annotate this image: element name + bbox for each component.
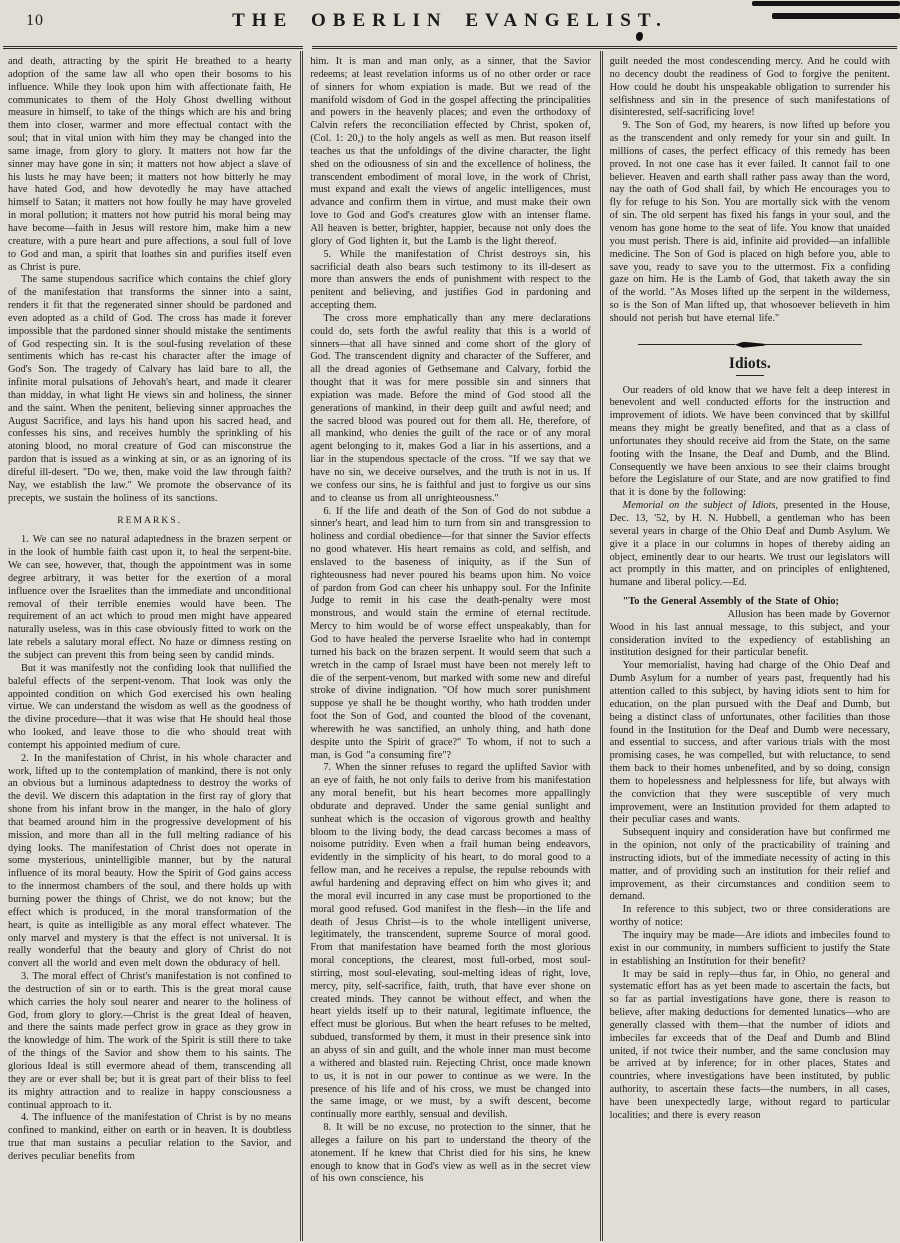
paragraph: But it was manifestly not the confiding look that nullified the baleful effects of the serpent-venom. That look was only the appointed condition on which God exercised his own healing virtue. We can understand the wisdom as well as the goodness of the divine procedure—that it was wise that He should heal those who looked, and leave those to die who should treat with contempt his appointed medium of cure. [8,662,292,751]
paragraph: him. It is man and man only, as a sinner, that the Savior redeems; at least revelation informs us of no other order or race of sinners for whom expiation is made. But we read of the manifold wisdom of God in the gospel affecting the principalities and powers in the heavenly places; and even the orthodoxy of Calvin refers the reconciliation effected by Christ, spoken of, (Col. 1: 20,) to the holy angels as well as men. But reason itself teaches us that the unfoldings of the divine character, the light shed on the odiousness of sin and the excellence of holiness, the transcendent embodiment of moral love, in the work of Christ, must expand and exalt the views of angelic intelligences, must advance and confirm them in virtue, and must make their own love to God and God's creatures glow with an intenser flame. All heaven is better, brighter, happier, because not only does the glory of God lighten it, but the Lamb is the light thereof. [310,56,591,247]
remarks-subhead: REMARKS. [117,514,183,526]
paragraph: Our readers of old know that we have felt a deep interest in benevolent and well conducted efforts for the instruction and improvement of idiots. We have been convinced that by skillful means they might be greatly benefited, and that as a class of unfortunates they should receive aid from the State, on the same footing with the Insane, the Deaf and Dumb, and the Blind. Consequently we have been anxious to see their claims brought before the Legislature of our State, and are now gratified to find that it is done by the following: [609,384,890,499]
page-number: 10 [26,12,44,29]
paragraph: 2. In the manifestation of Christ, in his whole character and work, lifted up to the contemplation of mankind, there is not only an obvious but a luminous adaptedness to destroy the works of the devil. We discern this adaptation in the first ray of glory that shone from his infant brow in the manger, in the halo of glory that beamed around him in the progressive development of his mission, and more than all in the full melting radiance of his dying looks. The manifestation of Christ does not operate in some mysterious, unintelligible manner, but by the natural influence of its moral beauty. How the Spirit of God gains access to the innermost chambers of the soul, and there holds up with burning power the things of Christ, we do not know; but the effect which is produced, in the moral transformation of the heart, is quite as intelligible as any moral effect whatever. The only marvel and mystery is that the effect is not universal. It is really wonderful that the beauty and glory of Christ do not convert all the world and even melt down the obduracy of hell. [8,752,292,970]
italic-lead: Memorial on the subject of Idiots, [622,500,779,512]
paragraph: Memorial on the subject of Idiots, presented in the House, Dec. 13, '52, by H. N. Hubbell, a gentleman who has been several years in charge of the Ohio Deaf and Dumb Asylum. We give it a place in our columns in hopes of thereby aiding an object, eminently dear to our hearts. We trust our legislators will act promptly in this matter, and on principles of enlightened, humane and liberal policy.—Ed. [609,500,890,589]
article-columns [0,51,900,1241]
masthead-title: THE OBERLIN EVANGELIST. [232,10,668,31]
divider-arrow-ornament [735,342,765,348]
paragraph: In reference to this subject, two or three considerations are worthy of notice: [609,904,890,929]
paragraph: 4. The influence of the manifestation of Christ is by no means confined to mankind, either on earth or in heaven. It is doubtless true that man sustains a peculiar relation to the Savior, and derives peculiar benefits from [8,1112,292,1162]
paragraph: 6. If the life and death of the Son of God do not subdue a sinner's heart, and lead him to turn from sin and transgression to holiness and cordial obedience—for that sinner the Savior effects no good whatever. His heart remains as cold, and selfish, and enslaved to the baseness of iniquity, as if the Sun of righteousness had never poured his beams upon him. No voice of pardon from God can cheer his unhappy soul. For the Infinite Judge to remit in his case the death-penalty were most monstrous, and would stain the ermine of eternal rectitude. Mercy to him would be of worse effect unspeakably, than for God to have healed the perverse Israelite who had in contempt turned his back on the brazen serpent. It would seem that such a wretch in the camp of Israel must have been not merely left to die of the serpent-venom, but marked with some new and direful stroke of divine indignation. "Of how much sorer punishment suppose ye shall he be thought worthy, who hath trodden under foot the Son of God, and counted the blood of the covenant, wherewith he was sanctified, an unholy thing, and hath done despite unto the Spirit of grace?" To whom, if not to such a man, is God "a consuming fire"? [310,505,591,761]
paragraph: Your memorialist, having had charge of the Ohio Deaf and Dumb Asylum for a number of years past, frequently had his attention called to this subject, by having idiots sent to him for education, on the plan pursued with the Deaf and Dumb, but being a distinct class of unfortunates, other facilities than those found in the Institution for the Deaf and Dumb were necessary, and essential to success, and after various trials with the most promising cases, he was compelled, but with reluctance, to send them back to their homes unbenefited, and by so doing, consign them to hopelessness and helplessness for life, but always with the conviction that they were susceptible of very much improvement, were an Institution provided for them adapted to their peculiar cases and wants. [609,660,890,826]
paragraph: 1. We can see no natural adaptedness in the brazen serpent or in the look of humble faith cast upon it, to heal the serpent-bite. We can see, however, that, though the appointment was in some degree arbitrary, it was better for the exertion of a moral influence over the Israelites than the immediate and unconditional removal of their terrible enemies would have been. The requirement of an act which to proud men might have appeared naturally useless, was in this case obviously fitted to work on the late rebels a salutary moral effect. No haze or dimness resting on the subject can prevent this from being seen by candid minds. [8,534,292,661]
paragraph: "To the General Assembly of the State of Ohio; [622,596,839,608]
column-2 [300,51,599,1241]
column-1 [1,51,300,1241]
paragraph: 3. The moral effect of Christ's manifestation is not confined to the destruction of sin or to earth. This is the great moral cause which carries the holy soul nearer and nearer to the holiness of God, from glory to glory.—Christ is the great Ideal of heaven, and there the saints made perfect grow in grace as they grow in the knowledge of him. The work of the Spirit is still there to take of the things of the Savior and show them to his saints. The glorious Ideal is still evermore ahead of them, transcending all they are or ever shall be; but it is great part of their bliss to feel its mighty attraction and to realize in happy consciousness a continual approach to it. [8,971,292,1111]
paragraph: 7. When the sinner refuses to regard the uplifted Savior with an eye of faith, he not only fails to derive from his manifestation any moral benefit, but his heart becomes more appallingly obdurate and depraved. Under the same genial sunlight and sunheat which is the occasion of vigorous growth and healthy bloom to the living body, the dead carcass becomes a mass of noisome putridity. Even when a frail human being endeavors, evidently in the simplicity of his heart, to do moral good to a fellow man, and he receives a repulse, the repulse rebounds with awful hardening and depraving effect on him who gives it; and the moral evil incurred in any case must be proportioned to the moral good refused. God manifest in the flesh—in the life and death of Jesus Christ—is to the whole intelligent universe, legitimately, the transcendent, supreme Source of moral good. From that manifestation have beamed forth the most glorious moral conceptions, the clearest, most full-orbed, most soul-stirring, most soul-elevating, soul-melting ideas of right, love, mercy, pity, self-sacrifice, faith, truth, that have ever shone on created minds. They cannot be without effect, and when the heart yields itself up to their natural, legitimate influence, the effect must be glorious. But when the heart refuses to be melted, subdued, transformed by them, it must in their presence sink into an abyss of sin and guilt, and the whole inner man must become a withered and blasted ruin. Rejecting Christ, once made known to us, it is not in our power to continue as we were. In the presence of his life and of his cross, we must be changed into the same image, or we must, by a swift descent, become continually more earthly, sensual and devilish. [310,762,591,1121]
paragraph: The inquiry may be made—Are idiots and imbeciles found to exist in our community, in numbers sufficient to justify the State in establishing an Institution for their benefit? [609,930,890,967]
paragraph: Allusion has been made by Governor Wood in his last annual message, to this subject, and your consideration invited to the expediency of establishing an institution designed for their particular benefit. [609,608,890,659]
divider-line [765,344,862,345]
divider-line [638,344,735,345]
title-rule [736,375,764,376]
page-header [0,0,900,46]
paragraph: guilt needed the most condescending mercy. And he could with no decency doubt the readiness of God to forgive the penitent. How could he doubt his unspeakable obligation to surrender his selfishness and sin in the presence of such manifestations of disinterested, self-sacrificing love! [609,56,890,119]
paragraph: 5. While the manifestation of Christ destroys sin, his sacrificial death also bears such testimony to its ill-desert as more than answers the ends of punishment with respect to the penitent and believing, and justifies God in pardoning and accepting them. [310,248,591,312]
paragraph: The same stupendous sacrifice which contains the chief glory of the manifestation that transforms the sinner into a saint, renders it fit that the regenerated sinner should be pardoned and even adopted as a child of God. The cross has made it forever impossible that the pardoned sinner should mistake the sentiments of God respecting sin. It is the soul-fusing revelation of these sentiments which has re-cast his character after the image of God's Son. The tragedy of Calvary has laid bare to all, the infinite moral pulsations of Jehovah's heart, and made it clearer than midday, in what light He views sin and holiness, the sinner and the saint. When the penitent, believing sinner approaches the August Sacrifice, and lays his hand upon his sacred head, and confesses his sins, and receives humbly the sprinkling of his atoning blood, no moral creature of God can misconstrue the pardon that is issued as a winking at sin, or as an ignoring of its direful ill-desert. "Do we, then, make void the law through faith? Nay, we establish the law." We promote the observance of its precepts, we sustain the holiness of its sanctions. [8,274,292,504]
paragraph: and death, attracting by the spirit He breathed to a hearty adoption of the same law all who open their bosoms to his influence. While they look upon him with affectionate faith, He communicates to them of the Holy Ghost dwelling without measure in himself, to take of the things which are his and bring them into closer, warmer and more effectual contact with the soul; that in vital union with him they may be changed into the same image, from glory to glory. It matters not how far the sinner may have gone in sin; it matters not how abject a slave of his lusts he may have been; it matters not how bitterly he may have hated God, and how devotedly he may have attached himself to Satan; it matters not how foully he may have groveled in moral pollution; it matters not how putrid his moral being may have become—faith in Jesus will restore him, make him a new creature, with a pure heart and pure affections, a soul full of love to God and man, a spirit that loathes sin and purifies itself even as Christ is pure. [8,56,292,273]
section-divider [638,342,862,348]
paragraph: Subsequent inquiry and consideration have but confirmed me in the opinion, not only of the practicability of training and instructing idiots, but of the immediate necessity of acting in this matter, and of providing such an institution for their relief and improvement, as their circumstances and condition seem to demand. [609,827,890,903]
article-title: Idiots. [728,354,771,372]
paragraph: The cross more emphatically than any mere declarations could do, sets forth the awful reality that this is a world of sinners—that all have sinned and come short of the glory of God. The transcendent dignity and character of the Sufferer, and all the dread agonies of Gethsemane and Calvary, forbid the thought that it was for mere possible sin and sinners that expiation was made. Before the mind of God stood all the generations of mankind, in their deep guilt and awful need; and the sacred blood was poured out for them all. He, therefore, of all mankind, who denies the guilt of the race or of any moral agent belonging to it, makes God a liar in his assertions, and a liar in the stupendous spectacle of the cross. "If we say that we have no sin, we deceive ourselves, and the truth is not in us. If we confess our sins, he is faithful and just to forgive us our sins and to cleanse us from all unrighteousness." [310,312,591,504]
paragraph: 8. It will be no excuse, no protection to the sinner, that he alleges a failure on his part to understand the theory of the atonement. If he knew that Christ died for his sins, he knew enough to know that in God's view as well as in the secret view of his own conscience, his [310,1122,591,1185]
paragraph: It may be said in reply—thus far, in Ohio, no general and systematic effort has as yet been made to ascertain the facts, but so far as partial investigations have gone, there is reason to believe, after making deductions for demented lunatics—who are generally classed with them—that the number of idiots and imbeciles far exceeds that of the Deaf and Dumb and Blind united, if not twice their number, and the same conclusion may be arrived at by inference; for in other places, States and countries, where investigations have been instituted, by public authority, to ascertain these facts—the numbers, in all cases, have been unexpectedly large, without regard to particular localities; and there is every reason [609,968,890,1121]
paragraph: 9. The Son of God, my hearers, is now lifted up before you as the transcendent and only remedy for your sin and guilt. In millions of cases, the perfect efficacy of this remedy has been proved. In not one case has it ever failed. It cannot fail to one believer. Heaven and earth shall rather pass away than the word, nay the oath of God shall fail, by which He encourages you to fly for refuge to his Son. You are mortally sick with the venom of sin. The old serpent has fixed his fangs in your soul, and the venom has gone home to the seat of life. You know that unaided you must perish. There is aid, infinite aid provided—an infallible medicine. The Son of God is placed on high before you, able to save you, ready to save you to the uttermost. Fix a confiding gaze on him. He is the Lamb of God, that taketh away the sin of the world. "As Moses lifted up the serpent in the wilderness, so is the Son of Man lifted up, that whosoever believeth in him should not perish but have eternal life." [609,120,890,324]
column-3 [600,51,899,1241]
